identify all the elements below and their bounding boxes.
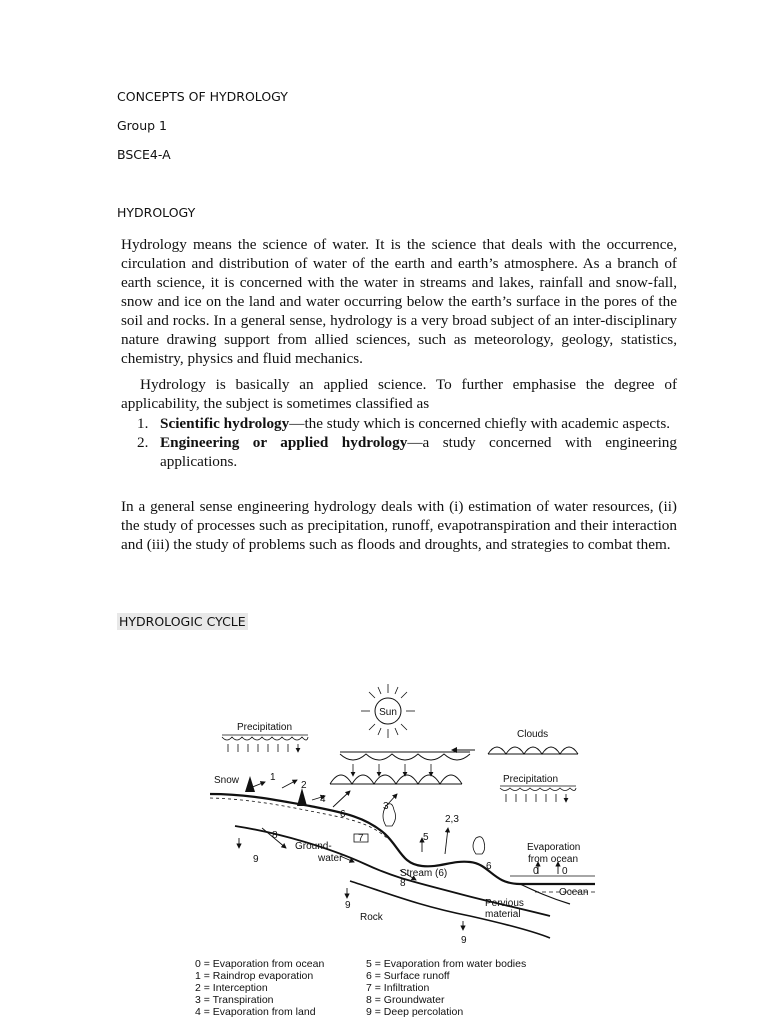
list-term: Scientific hydrology [160,415,290,432]
label-4: 4 [320,794,326,805]
vegetation-icon [383,804,485,854]
label-9a: 9 [253,854,259,865]
label-0a: 0 [533,866,539,877]
list-item [121,414,677,433]
center-rain-icon [353,764,431,776]
snow-label: Snow [214,775,240,786]
legend-item: 0 = Evaporation from ocean [195,958,325,970]
precipitation-right-label: Precipitation [503,774,559,785]
applied-science-paragraph: Hydrology is basically an applied science. To further emphasise the degree of applicability, the subject is sometimes classified as [121,376,677,412]
list-term: Engineering or applied hydrology [160,434,408,451]
label-3: 3 [383,801,389,812]
sun-label: Sun [379,707,397,718]
list-text: —the study which is concerned chiefly with academic aspects. [289,415,671,432]
list-item [121,433,677,471]
stream-label: Stream (6) [400,868,448,879]
pervious-label: Pervious [485,898,524,909]
label-6: 6 [340,809,346,820]
label-2: 2 [301,780,307,791]
label-9b: 9 [345,900,351,911]
legend-item: 5 = Evaporation from water bodies [366,958,527,970]
label-8b: 8 [400,878,406,889]
legend-item: 3 = Transpiration [195,994,274,1006]
label-0b: 0 [562,866,568,877]
engineering-hydrology-paragraph: In a general sense engineering hydrology deals with (i) estimation of water resources, (ii) the study of processes such as precipitation, runoff, evapotranspiration and their interaction and (iii) the study of problems such as floods and droughts, and strategies to combat them. [121,498,677,553]
legend-item: 7 = Infiltration [366,982,430,994]
list-text: —a study concerned with engineering applications. [160,434,677,470]
ocean-label: Ocean [559,887,589,898]
evaporation-label: Evaporation [527,842,581,853]
legend-item: 9 = Deep percolation [366,1006,464,1018]
label-2-3: 2,3 [445,814,459,825]
classification-list [121,414,677,471]
section-label: BSCE4-A [117,147,171,162]
groundwater-label-2: water [318,853,343,864]
hydrology-definition-paragraph: Hydrology means the science of water. It is the science that deals with the occurrence, circulation and distribution of water of the earth and earth’s atmosphere. As a branch of earth science, it is concerned with the water in streams and lakes, rainfall and snow-fall, snow and ice on the land and water occurring below the earth’s surface in the pores of the soil and rocks. In a general sense, hydrology is a very broad subject of an inter-disciplinary nature drawing support from allied sciences, such as meteorology, geology, statistics, chemistry, physics and fluid mechanics. [121,236,677,367]
center-clouds-icon [330,752,470,784]
precipitation-left-label: Precipitation [237,722,293,733]
list-number: 2. [137,434,149,451]
hydrologic-cycle-heading [117,614,248,629]
clouds-label: Clouds [517,729,549,740]
legend-item: 8 = Groundwater [366,994,445,1006]
hydrology-heading: HYDROLOGY [117,205,196,220]
highlighted-heading-text: HYDROLOGIC CYCLE [119,614,246,629]
legend-left [195,958,324,1018]
legend-right [366,958,526,1018]
hydrologic-cycle-diagram [190,676,610,956]
legend-item: 2 = Interception [195,982,268,994]
list-number: 1. [137,415,149,432]
label-7: 7 [358,833,364,844]
from-ocean-label: from ocean [528,854,579,865]
clouds-right-icon [488,747,578,754]
groundwater-label: Ground- [295,841,332,852]
legend-item: 6 = Surface runoff [366,970,450,982]
label-9c: 9 [461,935,467,946]
group-label: Group 1 [117,118,167,133]
material-label: material [485,909,521,920]
rain-right-icon [500,786,576,802]
label-8: 8 [272,830,278,841]
legend-item: 4 = Evaporation from land [195,1006,316,1018]
label-6b: 6 [486,861,492,872]
rain-left-icon [222,735,308,752]
legend-item: 1 = Raindrop evaporation [195,970,314,982]
label-1: 1 [270,772,276,783]
label-5: 5 [423,832,429,843]
document-title: CONCEPTS OF HYDROLOGY [117,89,288,104]
rock-label: Rock [360,912,383,923]
